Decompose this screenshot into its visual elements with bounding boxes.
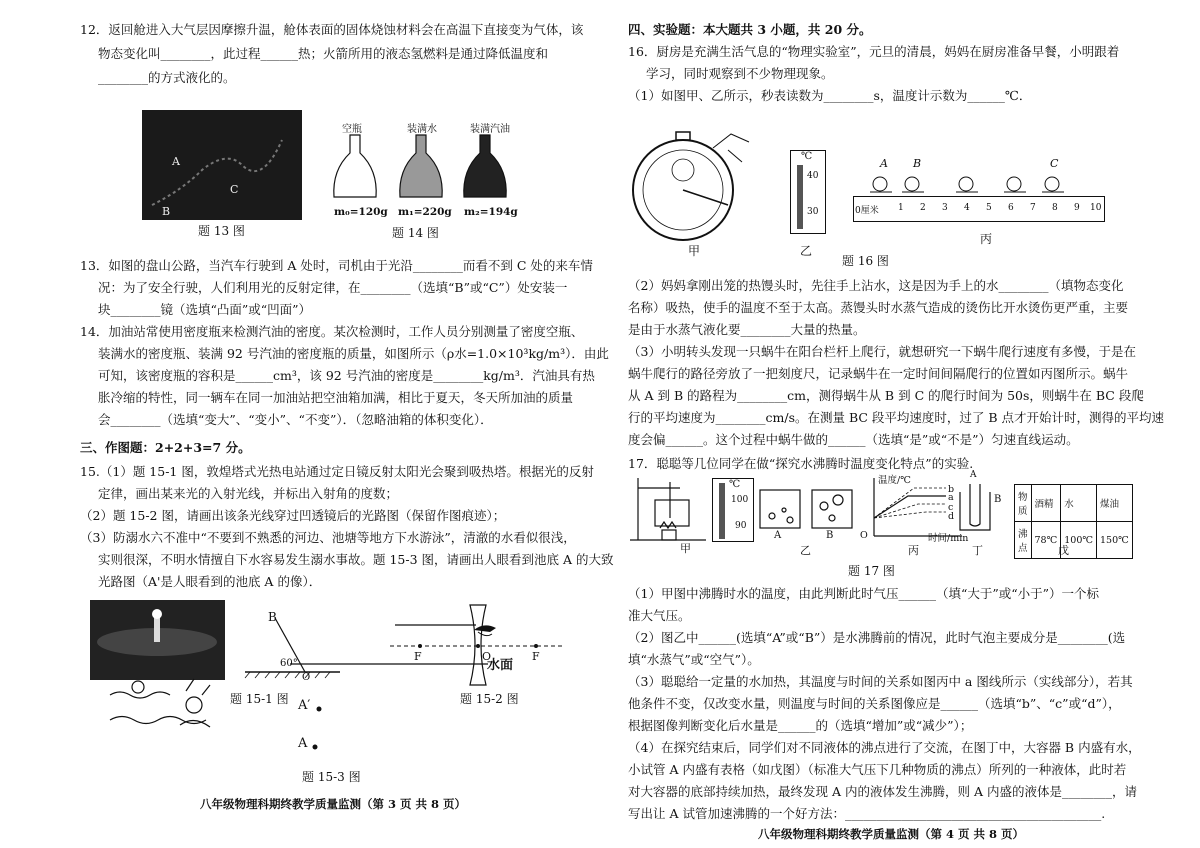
fig17-thermo-tick-100: 100: [731, 495, 749, 505]
fig13-photo: [142, 110, 302, 220]
fig13-label-a: A: [172, 155, 180, 168]
q15-line2: 定律，画出某来光的入射光线，并标出入射角的度数；: [98, 486, 399, 501]
boiling-apparatus-icon: [630, 478, 710, 544]
fig17-label-wu: 戊: [1058, 544, 1069, 557]
fig17-label-jia: 甲: [680, 542, 691, 555]
q16-part3-line3: 从 A 到 B 的路程为________cm，测得蜗牛从 B 到 C 的爬行时间为 50s，则蜗牛在 BC 段爬: [628, 388, 1144, 403]
fig16-ruler-tick: 2: [920, 203, 926, 213]
table-cell: 78℃: [1031, 522, 1061, 559]
q14-line3: 可知，该密度瓶的容积是______cm³，该 92 号汽油的密度是________kg/m³．汽油具有热: [98, 368, 595, 383]
q16-part2-line2: 名称）吸热，使手的温度不至于太高。蒸馒头时水蒸气造成的烫伤比开水烫伤更严重，主要: [628, 300, 1129, 315]
table-header-cell: 煤油: [1097, 485, 1133, 522]
fig15-2-diagram: [390, 605, 565, 685]
fig16-ruler-tick: 8: [1052, 203, 1058, 213]
boiling-point-table: [1014, 484, 1133, 559]
aprime-point: [316, 706, 322, 712]
fig17-label-ding: 丁: [972, 544, 983, 557]
q17-part4-line1: （4）在探究结束后，同学们对不同液体的沸点进行了交流，在图丁中，大容器 B 内盛有水，: [628, 740, 1141, 755]
page-3: [80, 0, 614, 848]
fig16-ruler: [853, 196, 1105, 222]
q16-part3-line1: （3）小明转头发现一只蜗牛在阳台栏杆上爬行，就想研究一下蜗牛爬行速度有多慢，于是在: [628, 344, 1136, 359]
fig16-snail-c: C: [1050, 157, 1059, 170]
fig16-thermo-tick-30: 30: [807, 207, 819, 217]
fig17-beaker-b: B: [826, 530, 834, 541]
fig17-nested-containers: [958, 484, 1000, 534]
q12-line3: ________的方式液化的。: [98, 70, 236, 85]
section-3-heading: 三、作图题：2+2+3=7 分。: [80, 440, 251, 455]
fig16-thermometer: [790, 150, 826, 234]
fig16-caption: 题 16 图: [842, 254, 889, 268]
q16-line2: 学习，同时观察到不少物理现象。: [646, 66, 834, 81]
fig14-mass-gas: m₂=194g: [464, 206, 518, 218]
table-cell: 100℃: [1061, 522, 1097, 559]
fig13-label-b: B: [162, 205, 171, 218]
fig16-label-bing: 丙: [980, 232, 993, 246]
q16-part2-line1: （2）妈妈拿刚出笼的热馒头时，先往手上沾水，这是因为手上的水________（填物态变化: [628, 278, 1124, 293]
fig16-thermo-tick-40: 40: [807, 171, 819, 181]
q12-line1: 12．返回舱进入大气层因摩擦升温，舱体表面的固体烧蚀材料会在高温下直接变为气体，该: [80, 22, 584, 37]
fig16-ruler-tick: 10: [1090, 203, 1102, 213]
table-cell: 150℃: [1097, 522, 1133, 559]
fig17-ding-label-b: B: [994, 494, 1002, 505]
fig17-thermo-unit: ℃: [729, 479, 741, 490]
fig17-label-yi: 乙: [800, 544, 811, 557]
table-cell: 沸点: [1015, 522, 1032, 559]
fig17-thermo-tick-90: 90: [735, 521, 747, 531]
fig16-ruler-tick: 6: [1008, 203, 1014, 213]
fig13-caption: 题 13 图: [198, 224, 245, 238]
fig17-graph-y-label: 温度/℃: [878, 475, 911, 486]
water-surface-label: 水面: [487, 658, 514, 673]
fig15-2-caption: 题 15-2 图: [460, 692, 519, 706]
fig15-1-photo: [90, 600, 225, 680]
fig16-ruler-tick: 9: [1074, 203, 1080, 213]
q16-line3: （1）如图甲、乙所示，秒表读数为________s，温度计示数为______℃．: [628, 88, 1032, 103]
fig15-3-label-a: A: [298, 736, 308, 751]
footer-page-4: 八年级物理科期终教学质量监测（第 4 页 共 8 页）: [758, 827, 1025, 841]
fig17-graph-line-c: c: [948, 502, 954, 513]
table-header-cell: 水: [1061, 485, 1097, 522]
q17-part4-line2: 小试管 A 内盛有表格（如戊图）（标准大气压下几种物质的沸点）所列的一种液体，此时若: [628, 762, 1127, 777]
density-bottles-icon: [328, 135, 528, 205]
fig16-ruler-tick: 4: [964, 203, 970, 213]
fig14-label-empty: 空瓶: [342, 124, 362, 135]
swimmer-icon: [110, 675, 220, 745]
q16-line1: 16．厨房是充满生活气息的“物理实验室”，元旦的清晨，妈妈在厨房准备早餐，小明跟着: [628, 44, 1120, 59]
table-header-cell: 酒精: [1031, 485, 1061, 522]
fig16-snail-a: A: [880, 157, 888, 170]
q15-line3: （2）题 15-2 图，请画出该条光线穿过凹透镜后的光路图（保留作图痕迹）；: [80, 508, 506, 523]
footer-page-3: 八年级物理科期终教学质量监测（第 3 页 共 8 页）: [200, 797, 467, 811]
fig15-2-label-o: O: [482, 650, 492, 663]
a-point: [312, 744, 318, 750]
q13-line1: 13．如图的盘山公路，当汽车行驶到 A 处时，司机由于光沿________而看不到 C 处的来车情: [80, 258, 593, 273]
fig14-label-gas: 装满汽油: [470, 124, 510, 135]
q17-part2-line2: 填“水蒸气”或“空气”）。: [628, 652, 760, 667]
q12-line2: 物态变化叫________，此过程______热；火箭所用的液态氢燃料是通过降低温度和: [98, 46, 549, 61]
q15-line4: （3）防溺水六不准中“不要到不熟悉的河边、池塘等地方下水游泳”，清澈的水看似很浅，: [80, 530, 576, 545]
fig17-thermometer: [712, 478, 754, 542]
beakers-icon: [758, 486, 858, 530]
q15-line6: 光路图（A'是人眼看到的池底 A 的像）．: [98, 574, 322, 589]
q13-line2: 况：为了安全行驶，人们利用光的反射定律，在________（选填“B”或“C”）处安装一: [98, 280, 568, 295]
q16-part2-line3: 是由于水蒸气液化要________大量的热量。: [628, 322, 866, 337]
fig17-graph-line-d: d: [948, 511, 955, 522]
fig16-label-jia: 甲: [688, 244, 701, 258]
table-header-cell: 物质: [1015, 485, 1032, 522]
fig16-ruler-tick: 3: [942, 203, 948, 213]
fig17-graph-x-label: 时间/min: [928, 533, 969, 544]
q17-part2-line1: （2）图乙中______(选填“A”或“B”）是水沸腾前的情况，此时气泡主要成分是________(选: [628, 630, 1126, 645]
q17-part4-line3: 对大容器的底部持续加热，最终发现 A 内的液体发生沸腾，则 A 内盛的液体是________，请: [628, 784, 1137, 799]
q13-line3: 块________镜（选填“凸面”或“凹面”）: [98, 302, 312, 317]
snails-icon: [856, 170, 1106, 196]
fig17-graph-line-a: a: [948, 492, 954, 503]
fig16-label-yi: 乙: [800, 244, 813, 258]
q16-part3-line5: 度会偏______。这个过程中蜗牛做的______（选填“是”或“不是”）匀速直线运动。: [628, 432, 1079, 447]
fig17-graph-origin: O: [860, 530, 868, 541]
q14-line1: 14．加油站常使用密度瓶来检测汽油的密度。某次检测时，工作人员分别测量了密度空瓶、: [80, 324, 584, 339]
q15-line1: 15.（1）题 15-1 图，敦煌塔式光热电站通过定日镜反射太阳光会聚到吸热塔。根据光的反射: [80, 464, 594, 479]
section-4-heading: 四、实验题：本大题共 3 小题，共 20 分。: [628, 22, 872, 37]
fig17-graph-line-b: b: [948, 484, 955, 495]
eye-icon: [472, 622, 502, 642]
water-surface-line: [290, 662, 490, 666]
stopwatch-icon: [628, 130, 758, 240]
solar-tower-icon: [90, 600, 225, 680]
fig14-mass-empty: m₀=120g: [334, 206, 388, 218]
q16-part3-line2: 蜗牛爬行的路径旁放了一把刻度尺，记录蜗牛在一定时间间隔爬行的位置如丙图所示。蜗牛: [628, 366, 1129, 381]
q14-line4: 胀冷缩的特性，同一辆车在同一加油站把空油箱加满，相比于夏天，冬天所加油的质量: [98, 390, 574, 405]
fig13-label-c: C: [230, 183, 239, 196]
q17-part1-line2: 准大气压。: [628, 608, 691, 623]
q14-line5: 会________（选填“变大”、“变小”、“不变”）．（忽略油箱的体积变化）．: [98, 412, 493, 427]
fig15-1-label-o: O: [302, 672, 311, 683]
q17-part4-line4: 写出让 A 试管加速沸腾的一个好方法：_________________________________________.: [628, 806, 1106, 821]
fig16-thermo-unit: ℃: [801, 151, 813, 162]
fig16-ruler-unit: 0厘米: [855, 206, 879, 216]
fig14-mass-water: m₁=220g: [398, 206, 452, 218]
fig14-caption: 题 14 图: [392, 226, 439, 240]
fig17-label-bing: 丙: [908, 544, 919, 557]
fig16-snail-b: B: [913, 157, 922, 170]
fig15-3-label-aprime: A′: [298, 698, 311, 713]
page-4: [628, 0, 1165, 848]
q17-part1-line1: （1）甲图中沸腾时水的温度，由此判断此时气压______（填“大于”或“小于”）一个标: [628, 586, 1100, 601]
q16-part3-line4: 行的平均速度为________cm/s。在测量 BC 段平均速度时，过了 B 点才开始计时，测得的平均速: [628, 410, 1165, 425]
fig17-ding-label-a: A: [970, 470, 977, 480]
fig15-2-label-f-right: F: [532, 650, 540, 663]
fig15-1-caption: 题 15-1 图: [230, 692, 289, 706]
q15-line5: 实则很深，不明水情擅自下水容易发生溺水事故。题 15-3 图，请画出人眼看到池底 A 的大致: [98, 552, 614, 567]
fig17-caption: 题 17 图: [848, 564, 895, 578]
q14-line2: 装满水的密度瓶、装满 92 号汽油的密度瓶的质量，如图所示（ρ水=1.0×10³kg/m³）．由此: [98, 346, 609, 361]
fig17-beaker-a: A: [774, 530, 782, 541]
fig15-1-angle: 60°: [280, 658, 298, 669]
fig15-1-diagram: [245, 610, 345, 685]
fig16-ruler-tick: 1: [898, 203, 904, 213]
q17-line1: 17．聪聪等几位同学在做“探究水沸腾时温度变化特点”的实验.: [628, 456, 974, 471]
q17-part3-line1: （3）聪聪给一定量的水加热，其温度与时间的关系如图丙中 a 图线所示（实线部分），若其: [628, 674, 1133, 689]
q17-part3-line2: 他条件不变，仅改变水量，则温度与时间的关系图像应是______（选填“b”、“c”或“d”），: [628, 696, 1121, 711]
fig15-3-caption: 题 15-3 图: [302, 770, 361, 784]
fig16-ruler-tick: 5: [986, 203, 992, 213]
fig15-1-label-b: B: [268, 610, 277, 624]
fig14-label-water: 装满水: [407, 124, 437, 135]
fig15-2-label-f-left: F: [414, 650, 422, 663]
q17-part3-line3: 根据图像判断变化后水量是______的（选填“增加”或“减少”）；: [628, 718, 973, 733]
fig16-ruler-tick: 7: [1030, 203, 1036, 213]
